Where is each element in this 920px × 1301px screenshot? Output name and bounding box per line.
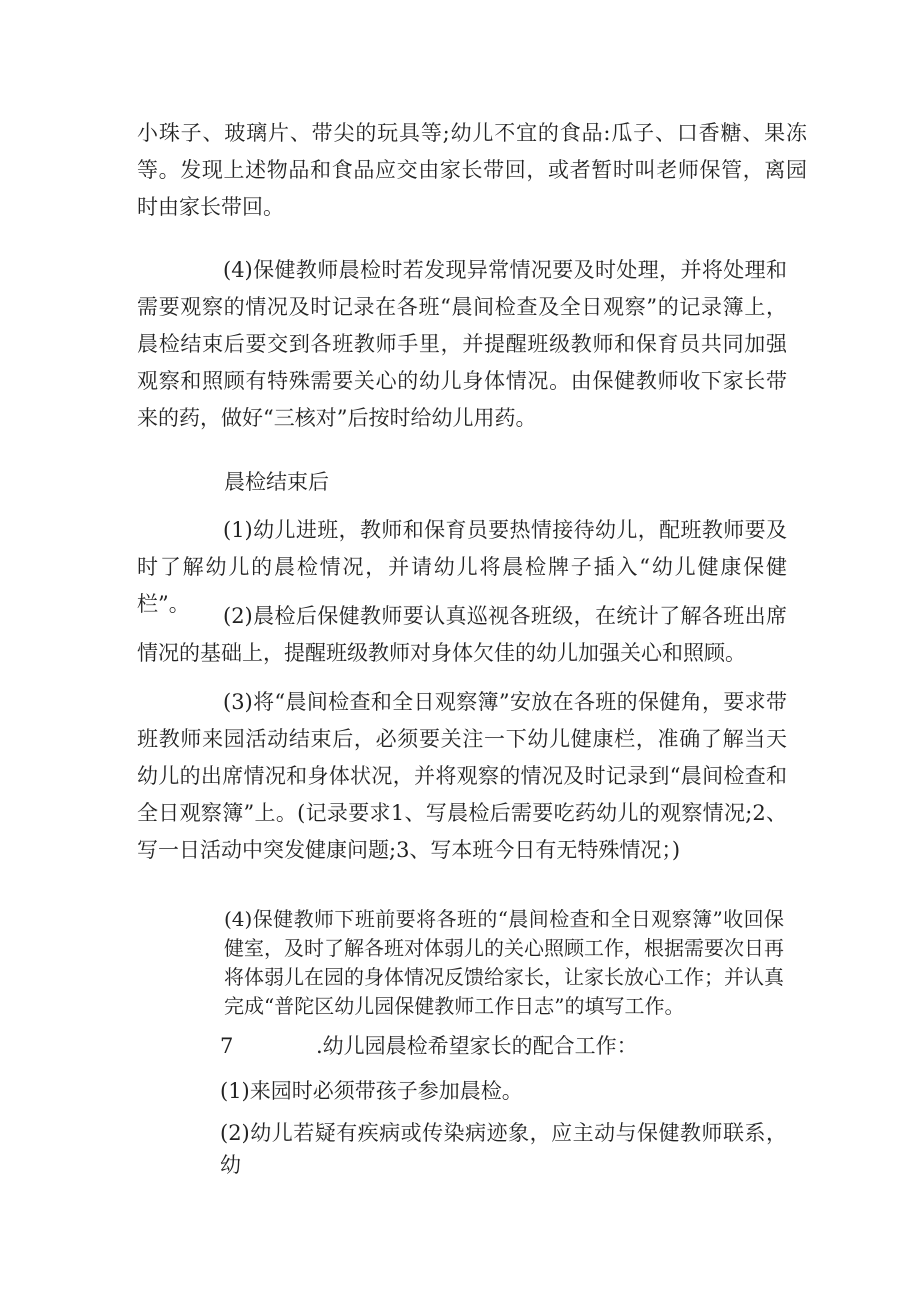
paragraph-observation-book: (3)将“晨间检查和全日观察簿”安放在各班的保健角，要求带班教师来园活动结束后，必须要关注一下幼儿健康栏，准确了解当天幼儿的出席情况和身体状况，并将观察的情况及时记录到“晨间检查和全日观察簿”上。(记录要求1、写晨检后需要吃药幼儿的观察情况;2、写一日活动中突发健康问题;3、写本班今日有无特殊情况；) — [137, 690, 787, 862]
section-heading-after-check: 晨检结束后 — [224, 470, 329, 494]
paragraph-disease-contact: (2)幼儿若疑有疾病或传染病迹象，应主动与保健教师联系，幼 — [220, 1121, 787, 1177]
paragraph-inspection-rounds: (2)晨检后保健教师要认真巡视各班级，在统计了解各班出席情况的基础上，提醒班级教师对身体欠佳的幼儿加强关心和照顾。 — [137, 604, 787, 665]
section-heading-parent-cooperation — [220, 1030, 638, 1062]
section-number: 7 — [220, 1034, 234, 1058]
paragraph-collect-books: (4)保健教师下班前要将各班的“晨间检查和全日观察簿”收回保健室，及时了解各班对体弱儿的关心照顾工作，根据需要次日再将体弱儿在园的身体情况反馈给家长，让家长放心工作；并认真完成“普陀区幼儿园保健教师工作日志”的填写工作。 — [224, 907, 784, 1018]
section-title: .幼儿园晨检希望家长的配合工作： — [316, 1034, 638, 1058]
paragraph-prohibited-items: 小珠子、玻璃片、带尖的玩具等;幼儿不宜的食品:瓜子、口香糖、果冻等。发现上述物品和食品应交由家长带回，或者暂时叫老师保管，离园时由家长带回。 — [137, 121, 807, 219]
paragraph-bring-child: (1)来园时必须带孩子参加晨检。 — [220, 1079, 523, 1103]
paragraph-entering-class: (1)幼儿进班，教师和保育员要热情接待幼儿，配班教师要及时了解幼儿的晨检情况，并请幼儿将晨检牌子插入“幼儿健康保健栏”。 — [137, 518, 787, 616]
paragraph-abnormal-handling: (4)保健教师晨检时若发现异常情况要及时处理，并将处理和需要观察的情况及时记录在各班“晨间检查及全日观察”的记录簿上，晨检结束后要交到各班教师手里，并提醒班级教师和保育员共同加强观察和照顾有特殊需要关心的幼儿身体情况。由保健教师收下家长带来的药，做好“三核对”后按时给幼儿用药。 — [137, 258, 787, 430]
